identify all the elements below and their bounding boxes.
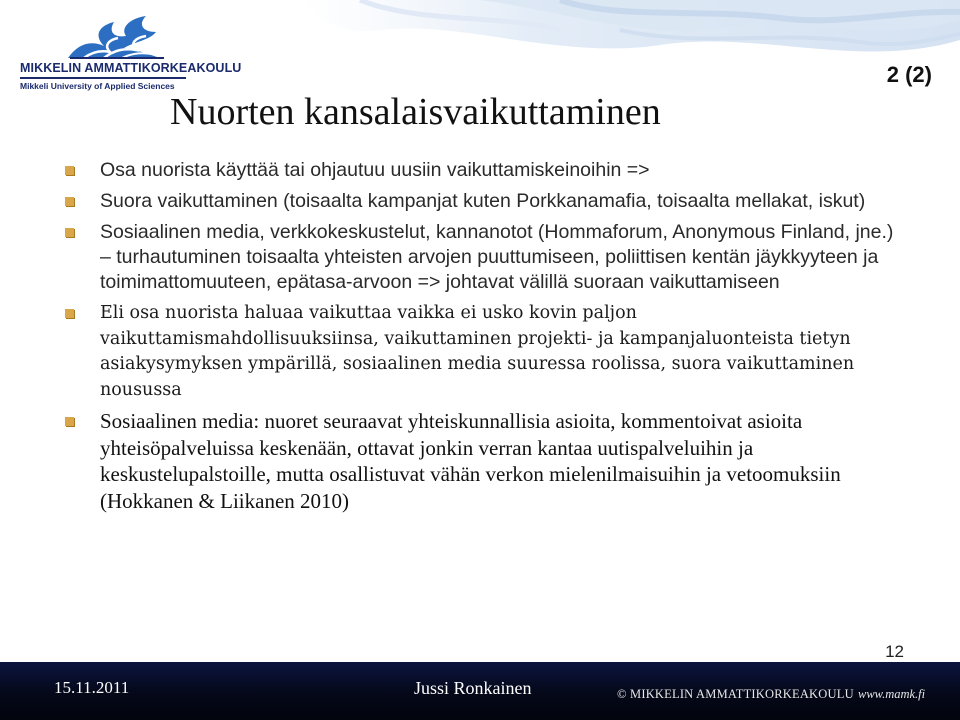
bullet-item xyxy=(62,301,902,403)
footer-bar xyxy=(0,662,960,720)
bullet-square-icon xyxy=(65,228,74,237)
school-logo xyxy=(14,14,242,94)
footer-url: www.mamk.fi xyxy=(858,687,926,701)
bullet-item xyxy=(62,189,902,214)
footer-copyright: © MIKKELIN AMMATTIKORKEAKOULU xyxy=(617,687,854,701)
bullet-text: Sosiaalinen media, verkkokeskustelut, kannanotot (Hommaforum, Anonymous Finland, jne.) – turhautuminen toisaalta yhteisten arvojen puuttumiseen, poliittisen kentän jäykkyyteen ja toimimattomuuteen, epätasa-arvoon => johtavat välillä suoraan vaikuttamiseen xyxy=(100,221,894,293)
logo-name: MIKKELIN AMMATTIKORKEAKOULU xyxy=(20,61,242,75)
bullet-square-icon xyxy=(65,166,74,175)
bullet-item xyxy=(62,158,902,183)
bullet-square-icon xyxy=(65,417,74,426)
footer-date: 15.11.2011 xyxy=(54,678,130,697)
bullet-list xyxy=(62,158,902,514)
bullet-item xyxy=(62,408,902,514)
logo-subtitle: Mikkeli University of Applied Sciences xyxy=(20,81,175,91)
bullet-text: Osa nuorista käyttää tai ohjautuu uusiin vaikuttamiskeinoihin => xyxy=(100,159,650,181)
logo-divider xyxy=(20,77,186,79)
bullet-text: Eli osa nuorista haluaa vaikuttaa vaikka ei usko kovin paljon vaikuttamismahdollisuuksiinsa, vaikuttaminen projekti- ja kampanjaluonteista tietyn asiakysymyksen ympärillä, sosiaalinen media suuressa roolissa, suora vaikuttaminen nousussa xyxy=(100,303,855,400)
bullet-square-icon xyxy=(65,197,74,206)
page-indicator: 2 (2) xyxy=(886,62,932,87)
slide-title: Nuorten kansalaisvaikuttaminen xyxy=(170,91,661,133)
footer-author: Jussi Ronkainen xyxy=(414,678,532,698)
slide-number: 12 xyxy=(885,642,904,661)
bullet-text: Suora vaikuttaminen (toisaalta kampanjat kuten Porkkanamafia, toisaalta mellakat, iskut) xyxy=(100,190,866,212)
bullet-square-icon xyxy=(65,309,74,318)
bullet-item xyxy=(62,220,902,295)
bullet-text: Sosiaalinen media: nuoret seuraavat yhteiskunnallisia asioita, kommentoivat asioita yhteisöpalveluissa keskenään, ottavat jonkin verran kantaa uutispalveluihin ja keskustelupalstoille, mutta osallistuvat vähän verkon mielenilmaisuihin ja vetoomuksiin (Hokkanen & Liikanen 2010) xyxy=(100,409,841,513)
logo-wave-icon xyxy=(64,14,174,60)
